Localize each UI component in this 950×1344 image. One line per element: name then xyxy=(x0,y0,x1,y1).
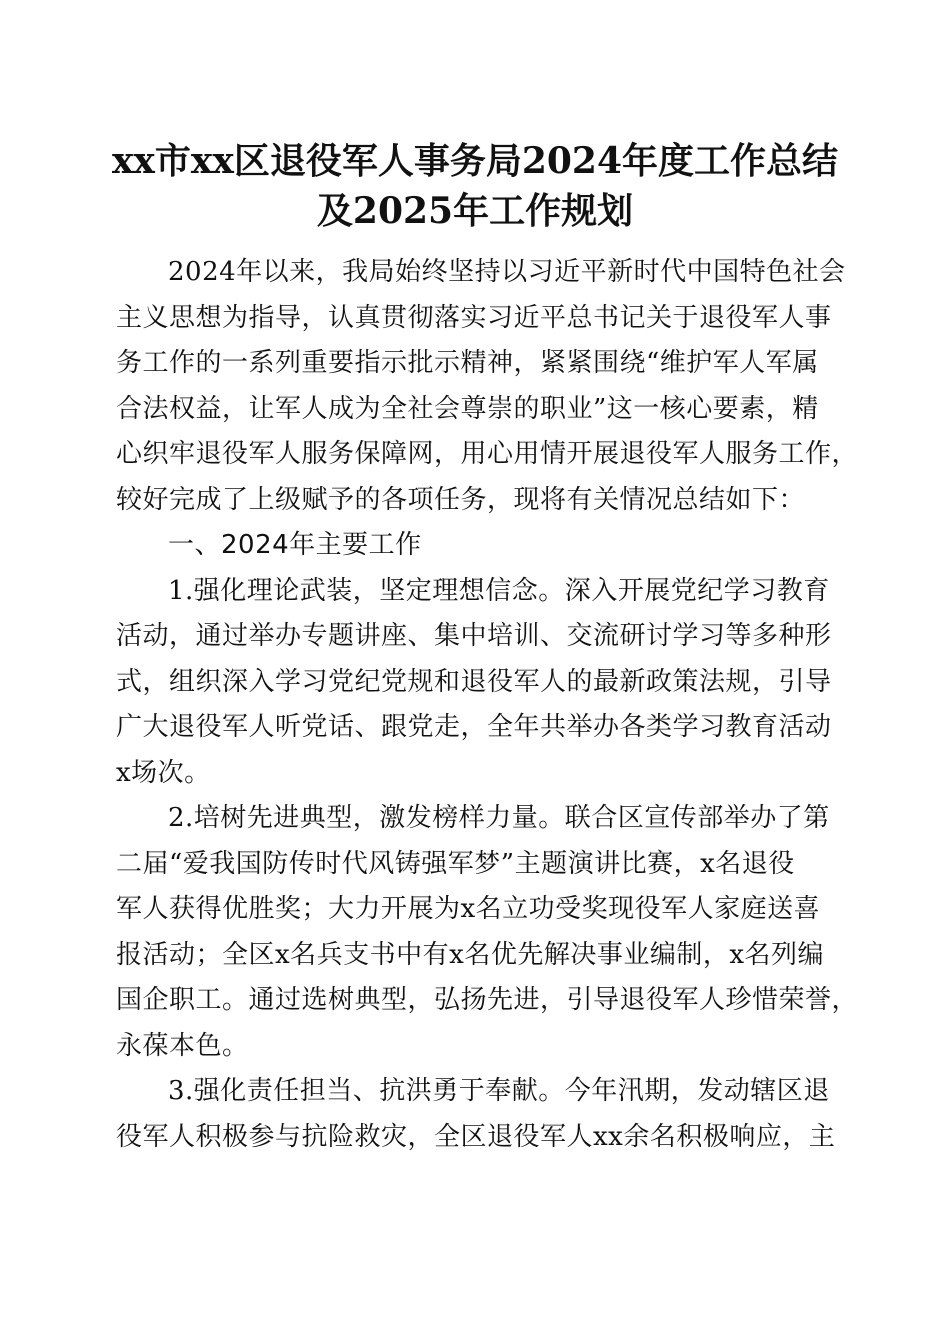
paragraph-line: 心织牢退役军人服务保障网，用心用情开展退役军人服务工作， xyxy=(116,439,859,469)
intro-paragraph xyxy=(116,250,859,523)
paragraph-line: 活动，通过举办专题讲座、集中培训、交流研讨学习等多种形 xyxy=(116,621,832,651)
paragraph-line: 二届“爱我国防传时代风铸强军梦”主题演讲比赛，x名退役 xyxy=(116,848,795,879)
paragraph-line: 合法权益，让军人成为全社会尊崇的职业”这一核心要素，精 xyxy=(116,393,819,424)
paragraph-line: 较好完成了上级赋予的各项任务，现将有关情况总结如下： xyxy=(116,484,806,515)
paragraph-line: 1.强化理论武装，坚定理想信念。深入开展党纪学习教育 xyxy=(168,575,830,606)
item-2-paragraph xyxy=(116,796,859,1069)
paragraph-line: 役军人积极参与抗险救灾，全区退役军人xx余名积极响应，主 xyxy=(116,1121,836,1152)
paragraph-line: 广大退役军人听党话、跟党走，全年共举办各类学习教育活动 xyxy=(116,712,832,742)
paragraph-line: 永葆本色。 xyxy=(116,1030,249,1061)
paragraph-line: 2024年以来，我局始终坚持以习近平新时代中国特色社会 xyxy=(168,257,846,287)
item-3-paragraph xyxy=(116,1069,840,1160)
title-line-1: xx市xx区退役军人事务局2024年度工作总结 xyxy=(111,140,839,182)
document-body xyxy=(116,250,859,1160)
paragraph-line: 务工作的一系列重要指示批示精神，紧紧围绕“维护军人军属 xyxy=(116,348,819,378)
item-1-paragraph xyxy=(116,569,840,797)
paragraph-line: 式，组织深入学习党纪党规和退役军人的最新政策法规，引导 xyxy=(116,666,832,697)
section-heading: 一、2024年主要工作 xyxy=(168,530,422,560)
paragraph-line: x场次。 xyxy=(116,757,211,788)
paragraph-line: 军人获得优胜奖；大力开展为x名立功受奖现役军人家庭送喜 xyxy=(116,894,821,924)
title-line-2: 及2025年工作规划 xyxy=(316,190,634,232)
paragraph-line: 2.培树先进典型，激发榜样力量。联合区宣传部举办了第 xyxy=(168,803,830,833)
paragraph-line: 报活动；全区x名兵支书中有x名优先解决事业编制，x名列编 xyxy=(116,939,824,970)
document-title xyxy=(60,136,890,236)
paragraph-line: 3.强化责任担当、抗洪勇于奉献。今年汛期，发动辖区退 xyxy=(168,1076,830,1106)
paragraph-line: 国企职工。通过选树典型，弘扬先进，引导退役军人珍惜荣誉， xyxy=(116,985,859,1015)
paragraph-line: 主义思想为指导，认真贯彻落实习近平总书记关于退役军人事 xyxy=(116,302,832,333)
